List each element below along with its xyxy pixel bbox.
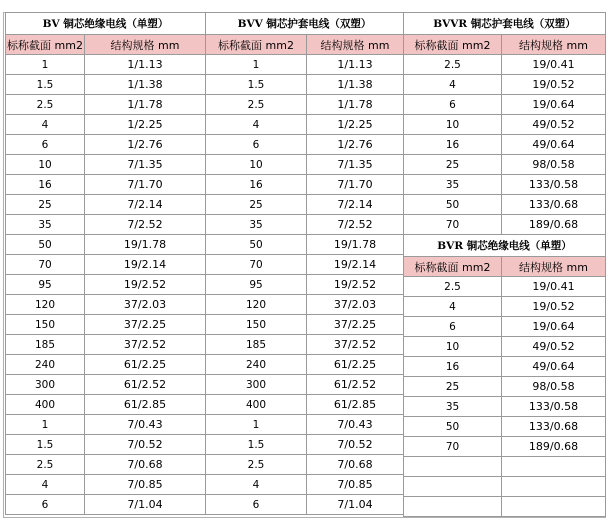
cell-section-area: 16	[404, 357, 502, 377]
cell-section-area: 25	[404, 155, 502, 175]
table-row	[404, 317, 606, 337]
cell-section-area: 6	[404, 317, 502, 337]
cell-structure-spec: 98/0.58	[502, 155, 606, 175]
cell-structure-spec: 7/1.35	[85, 155, 206, 175]
empty-row	[404, 457, 606, 477]
empty-cell	[404, 457, 502, 477]
table-body	[404, 55, 606, 235]
table-filler	[404, 457, 606, 517]
empty-row	[404, 477, 606, 497]
table-row	[206, 395, 404, 415]
cell-section-area: 240	[6, 355, 85, 375]
cell-section-area: 6	[6, 135, 85, 155]
table-row	[206, 335, 404, 355]
cell-section-area: 25	[404, 377, 502, 397]
column-header-section: 标称截面 mm2	[206, 35, 307, 55]
cell-structure-spec: 61/2.25	[307, 355, 404, 375]
cell-structure-spec: 7/0.52	[85, 435, 206, 455]
cell-section-area: 4	[206, 115, 307, 135]
table-row	[206, 255, 404, 275]
table-row	[206, 195, 404, 215]
table-row	[206, 315, 404, 335]
table-row	[206, 415, 404, 435]
cell-structure-spec: 61/2.52	[85, 375, 206, 395]
cell-structure-spec: 98/0.58	[502, 377, 606, 397]
cell-section-area: 1	[206, 55, 307, 75]
cell-section-area: 150	[206, 315, 307, 335]
cell-structure-spec: 61/2.85	[307, 395, 404, 415]
cell-structure-spec: 49/0.52	[502, 337, 606, 357]
column-header-structure: 结构规格 mm	[307, 35, 404, 55]
table-row	[404, 95, 606, 115]
cell-structure-spec: 7/2.52	[85, 215, 206, 235]
table-row	[206, 295, 404, 315]
cell-structure-spec: 7/1.35	[307, 155, 404, 175]
table-body	[404, 277, 606, 457]
table-row	[404, 357, 606, 377]
cell-structure-spec: 189/0.68	[502, 437, 606, 457]
table-row	[206, 135, 404, 155]
cell-structure-spec: 1/1.78	[307, 95, 404, 115]
table-row	[206, 115, 404, 135]
cell-structure-spec: 19/0.41	[502, 277, 606, 297]
table-body	[6, 55, 206, 515]
cell-structure-spec: 61/2.52	[307, 375, 404, 395]
column-header-structure: 结构规格 mm	[502, 257, 606, 277]
bvv-wire-table	[205, 12, 404, 515]
table-row	[206, 75, 404, 95]
cell-section-area: 70	[404, 437, 502, 457]
cell-section-area: 300	[206, 375, 307, 395]
empty-cell	[404, 497, 502, 517]
column-header-section: 标称截面 mm2	[6, 35, 85, 55]
empty-cell	[502, 457, 606, 477]
bvv-table-container	[205, 12, 404, 515]
cell-section-area: 2.5	[404, 55, 502, 75]
cell-structure-spec: 7/2.14	[85, 195, 206, 215]
cell-structure-spec: 7/1.04	[85, 495, 206, 515]
cell-structure-spec: 1/1.38	[307, 75, 404, 95]
table-row	[206, 235, 404, 255]
cell-structure-spec: 133/0.68	[502, 417, 606, 437]
cell-structure-spec: 1/2.76	[85, 135, 206, 155]
cell-section-area: 16	[404, 135, 502, 155]
bvr-wire-table	[403, 234, 606, 517]
bv-table-container	[5, 12, 206, 515]
cell-structure-spec: 19/0.64	[502, 95, 606, 115]
table-row	[6, 135, 206, 155]
bvvr-bvr-container	[403, 12, 606, 517]
cell-section-area: 400	[206, 395, 307, 415]
cell-section-area: 95	[6, 275, 85, 295]
column-header-structure: 结构规格 mm	[502, 35, 606, 55]
cell-structure-spec: 61/2.85	[85, 395, 206, 415]
table-title: BV 铜芯绝缘电线（单塑）	[6, 13, 206, 35]
table-row	[404, 417, 606, 437]
column-header-structure: 结构规格 mm	[85, 35, 206, 55]
table-row	[206, 275, 404, 295]
cell-section-area: 35	[206, 215, 307, 235]
table-row	[404, 397, 606, 417]
cell-structure-spec: 133/0.58	[502, 397, 606, 417]
cell-structure-spec: 37/2.52	[85, 335, 206, 355]
cell-section-area: 2.5	[206, 95, 307, 115]
cell-section-area: 25	[206, 195, 307, 215]
table-row	[206, 55, 404, 75]
empty-cell	[502, 497, 606, 517]
cell-structure-spec: 37/2.25	[307, 315, 404, 335]
table-row	[6, 335, 206, 355]
cell-section-area: 70	[404, 215, 502, 235]
cell-section-area: 25	[6, 195, 85, 215]
column-header-section: 标称截面 mm2	[404, 35, 502, 55]
cell-structure-spec: 61/2.25	[85, 355, 206, 375]
bv-wire-table	[5, 12, 206, 515]
cell-structure-spec: 7/1.70	[85, 175, 206, 195]
cell-structure-spec: 19/2.14	[307, 255, 404, 275]
table-row	[206, 215, 404, 235]
table-row	[404, 155, 606, 175]
cell-structure-spec: 133/0.58	[502, 175, 606, 195]
cell-section-area: 16	[6, 175, 85, 195]
cell-section-area: 10	[6, 155, 85, 175]
cell-section-area: 10	[404, 115, 502, 135]
table-row	[6, 375, 206, 395]
table-row	[6, 175, 206, 195]
cell-section-area: 50	[6, 235, 85, 255]
cell-structure-spec: 19/0.64	[502, 317, 606, 337]
table-row	[6, 115, 206, 135]
cell-structure-spec: 19/1.78	[307, 235, 404, 255]
table-row	[404, 195, 606, 215]
table-row	[404, 215, 606, 235]
cell-section-area: 35	[404, 397, 502, 417]
table-row	[404, 115, 606, 135]
table-row	[206, 375, 404, 395]
cell-section-area: 2.5	[6, 455, 85, 475]
table-row	[6, 75, 206, 95]
cell-section-area: 95	[206, 275, 307, 295]
empty-row	[404, 497, 606, 517]
cell-section-area: 10	[206, 155, 307, 175]
cell-structure-spec: 7/0.43	[307, 415, 404, 435]
bvvr-wire-table	[403, 12, 606, 235]
cell-structure-spec: 19/0.52	[502, 297, 606, 317]
table-row	[6, 95, 206, 115]
cell-structure-spec: 37/2.52	[307, 335, 404, 355]
cell-section-area: 120	[6, 295, 85, 315]
table-row	[404, 75, 606, 95]
cell-section-area: 50	[404, 195, 502, 215]
table-row	[404, 337, 606, 357]
cell-section-area: 1.5	[6, 435, 85, 455]
table-row	[6, 295, 206, 315]
cell-section-area: 400	[6, 395, 85, 415]
cell-section-area: 2.5	[404, 277, 502, 297]
cell-structure-spec: 19/0.52	[502, 75, 606, 95]
cell-section-area: 185	[206, 335, 307, 355]
table-row	[6, 395, 206, 415]
cell-section-area: 70	[206, 255, 307, 275]
cell-structure-spec: 7/0.85	[307, 475, 404, 495]
cell-structure-spec: 19/1.78	[85, 235, 206, 255]
table-row	[206, 355, 404, 375]
cell-structure-spec: 7/2.52	[307, 215, 404, 235]
cell-structure-spec: 19/0.41	[502, 55, 606, 75]
cell-structure-spec: 7/1.04	[307, 495, 404, 515]
table-row	[404, 277, 606, 297]
cell-section-area: 240	[206, 355, 307, 375]
cell-section-area: 6	[206, 135, 307, 155]
table-row	[206, 95, 404, 115]
table-row	[206, 435, 404, 455]
cell-section-area: 70	[6, 255, 85, 275]
cell-section-area: 1	[6, 415, 85, 435]
table-title: BVR 铜芯绝缘电线（单塑）	[404, 235, 606, 257]
cell-structure-spec: 1/2.25	[85, 115, 206, 135]
cell-structure-spec: 7/0.43	[85, 415, 206, 435]
cell-section-area: 6	[206, 495, 307, 515]
table-row	[206, 175, 404, 195]
table-title: BVVR 铜芯护套电线（双塑）	[404, 13, 606, 35]
cell-structure-spec: 49/0.64	[502, 135, 606, 155]
table-row	[206, 155, 404, 175]
table-row	[206, 475, 404, 495]
cell-structure-spec: 37/2.03	[85, 295, 206, 315]
cell-section-area: 50	[206, 235, 307, 255]
table-row	[404, 135, 606, 155]
cell-structure-spec: 133/0.68	[502, 195, 606, 215]
cell-section-area: 35	[404, 175, 502, 195]
cell-structure-spec: 19/2.14	[85, 255, 206, 275]
cell-section-area: 150	[6, 315, 85, 335]
table-row	[404, 377, 606, 397]
table-row	[6, 435, 206, 455]
cell-section-area: 2.5	[6, 95, 85, 115]
cell-structure-spec: 1/2.76	[307, 135, 404, 155]
empty-cell	[502, 477, 606, 497]
table-row	[206, 495, 404, 515]
table-row	[206, 455, 404, 475]
cell-structure-spec: 37/2.03	[307, 295, 404, 315]
cell-section-area: 300	[6, 375, 85, 395]
cell-structure-spec: 7/1.70	[307, 175, 404, 195]
cell-structure-spec: 37/2.25	[85, 315, 206, 335]
cell-section-area: 4	[206, 475, 307, 495]
table-row	[404, 437, 606, 457]
table-row	[6, 155, 206, 175]
table-row	[6, 275, 206, 295]
cell-section-area: 4	[404, 75, 502, 95]
cell-structure-spec: 1/1.13	[307, 55, 404, 75]
cell-section-area: 50	[404, 417, 502, 437]
table-row	[6, 215, 206, 235]
cell-section-area: 1	[6, 55, 85, 75]
table-row	[6, 475, 206, 495]
cell-structure-spec: 1/1.38	[85, 75, 206, 95]
cell-structure-spec: 19/2.52	[85, 275, 206, 295]
table-row	[6, 355, 206, 375]
cell-structure-spec: 49/0.52	[502, 115, 606, 135]
cell-structure-spec: 19/2.52	[307, 275, 404, 295]
cell-section-area: 2.5	[206, 455, 307, 475]
cell-section-area: 1	[206, 415, 307, 435]
cell-structure-spec: 49/0.64	[502, 357, 606, 377]
table-row	[6, 55, 206, 75]
cell-section-area: 10	[404, 337, 502, 357]
cell-section-area: 120	[206, 295, 307, 315]
cell-section-area: 4	[6, 475, 85, 495]
table-row	[6, 235, 206, 255]
table-title: BVV 铜芯护套电线（双塑）	[206, 13, 404, 35]
cell-structure-spec: 1/1.13	[85, 55, 206, 75]
table-row	[6, 195, 206, 215]
table-row	[404, 297, 606, 317]
table-row	[6, 315, 206, 335]
table-row	[6, 255, 206, 275]
cell-section-area: 6	[404, 95, 502, 115]
table-row	[404, 55, 606, 75]
cell-structure-spec: 7/0.85	[85, 475, 206, 495]
cell-section-area: 4	[6, 115, 85, 135]
cell-structure-spec: 7/0.68	[85, 455, 206, 475]
cell-section-area: 6	[6, 495, 85, 515]
table-body	[206, 55, 404, 515]
cell-section-area: 1.5	[6, 75, 85, 95]
cell-section-area: 185	[6, 335, 85, 355]
cell-structure-spec: 189/0.68	[502, 215, 606, 235]
column-header-section: 标称截面 mm2	[404, 257, 502, 277]
cell-section-area: 35	[6, 215, 85, 235]
cell-structure-spec: 1/1.78	[85, 95, 206, 115]
cell-section-area: 1.5	[206, 435, 307, 455]
table-row	[404, 175, 606, 195]
cell-section-area: 4	[404, 297, 502, 317]
cell-structure-spec: 7/2.14	[307, 195, 404, 215]
table-row	[6, 455, 206, 475]
table-row	[6, 495, 206, 515]
cell-section-area: 16	[206, 175, 307, 195]
cell-structure-spec: 1/2.25	[307, 115, 404, 135]
cell-section-area: 1.5	[206, 75, 307, 95]
cell-structure-spec: 7/0.52	[307, 435, 404, 455]
empty-cell	[404, 477, 502, 497]
cell-structure-spec: 7/0.68	[307, 455, 404, 475]
table-row	[6, 415, 206, 435]
